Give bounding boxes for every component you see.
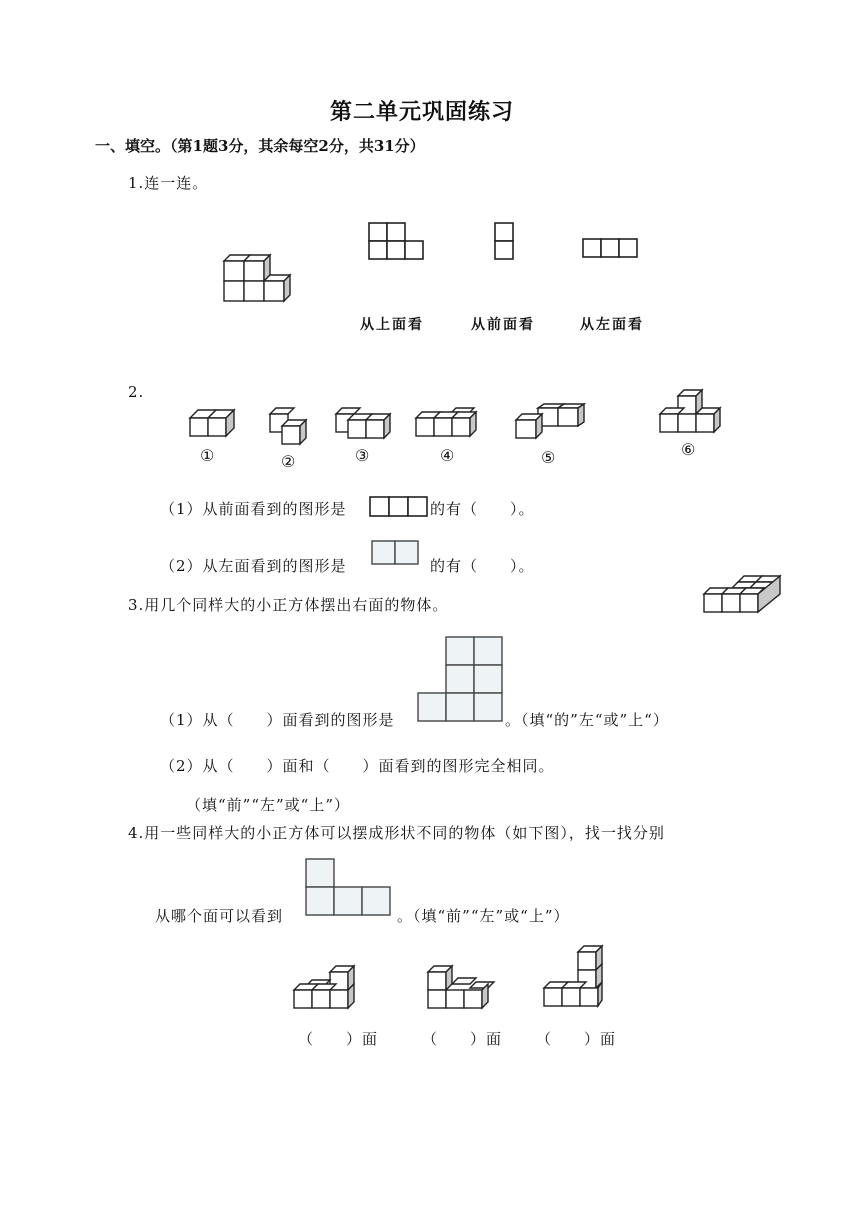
q2-marker-3: ③	[355, 446, 370, 465]
q4-answer-1: （ ）面	[298, 1030, 379, 1048]
q2-sub1-grid	[369, 496, 429, 518]
q2-object-4	[414, 404, 489, 444]
section-heading: 一、填空。（第1题3分，其余每空2分，共31分）	[95, 137, 425, 155]
q1-label: 1.连一连。	[128, 174, 209, 192]
q2-sub2-text-a: （2）从左面看到的图形是	[160, 557, 347, 575]
q4-label: 4.用一些同样大的小正方体可以摆成形状不同的物体（如下图），找一找分别	[128, 824, 665, 842]
q3-sub1-text-a: （1）从（ ）面看到的图形是	[160, 711, 395, 729]
q3-hint: （填“前”“左”或“上”）	[186, 796, 351, 814]
q3-cube-object	[702, 572, 784, 614]
q1-view-label-left: 从左面看	[580, 317, 644, 333]
q2-marker-6: ⑥	[681, 440, 696, 459]
q2-label: 2.	[128, 383, 145, 401]
q1-view-grid-2	[494, 222, 516, 262]
q3-view-grid	[417, 636, 505, 726]
q2-marker-2: ②	[281, 452, 296, 471]
q3-sub1-text-b: 。（填“的”左“或”上“）	[505, 711, 669, 729]
q2-object-5	[514, 404, 594, 444]
q4-answer-2: （ ）面	[422, 1030, 503, 1048]
q4-line2-text-a: 从哪个面可以看到	[155, 907, 284, 925]
q2-object-1	[188, 404, 248, 444]
q4-answer-3: （ ）面	[536, 1030, 617, 1048]
q2-marker-4: ④	[440, 446, 455, 465]
q1-view-grid-1	[368, 222, 428, 262]
q2-marker-5: ⑤	[541, 448, 556, 467]
q2-marker-1: ①	[200, 446, 215, 465]
q4-view-grid	[305, 858, 395, 920]
page-title: 第二单元巩固练习	[330, 99, 515, 125]
q4-line2-text-b: 。（填“前”“左”或“上”）	[397, 907, 570, 925]
q2-object-3	[334, 404, 399, 444]
q1-cube-object	[218, 255, 298, 305]
q4-object-1	[292, 962, 362, 1014]
q3-label: 3.用几个同样大的小正方体摆出右面的物体。	[128, 596, 449, 614]
q1-view-label-top: 从上面看	[360, 317, 424, 333]
q4-object-2	[424, 962, 496, 1014]
q2-sub2-grid	[371, 540, 421, 566]
q2-sub1-text-a: （1）从前面看到的图形是	[160, 500, 347, 518]
q2-sub2-text-b: 的有（ ）。	[430, 557, 535, 575]
q2-object-2	[268, 404, 318, 449]
q2-sub1-text-b: 的有（ ）。	[430, 500, 535, 518]
q3-sub2-text: （2）从（ ）面和（ ）面看到的图形完全相同。	[160, 757, 555, 775]
q2-object-6	[656, 388, 731, 440]
q4-object-3	[542, 944, 607, 1012]
q1-view-grid-3	[582, 238, 642, 260]
q1-view-label-front: 从前面看	[471, 317, 535, 333]
